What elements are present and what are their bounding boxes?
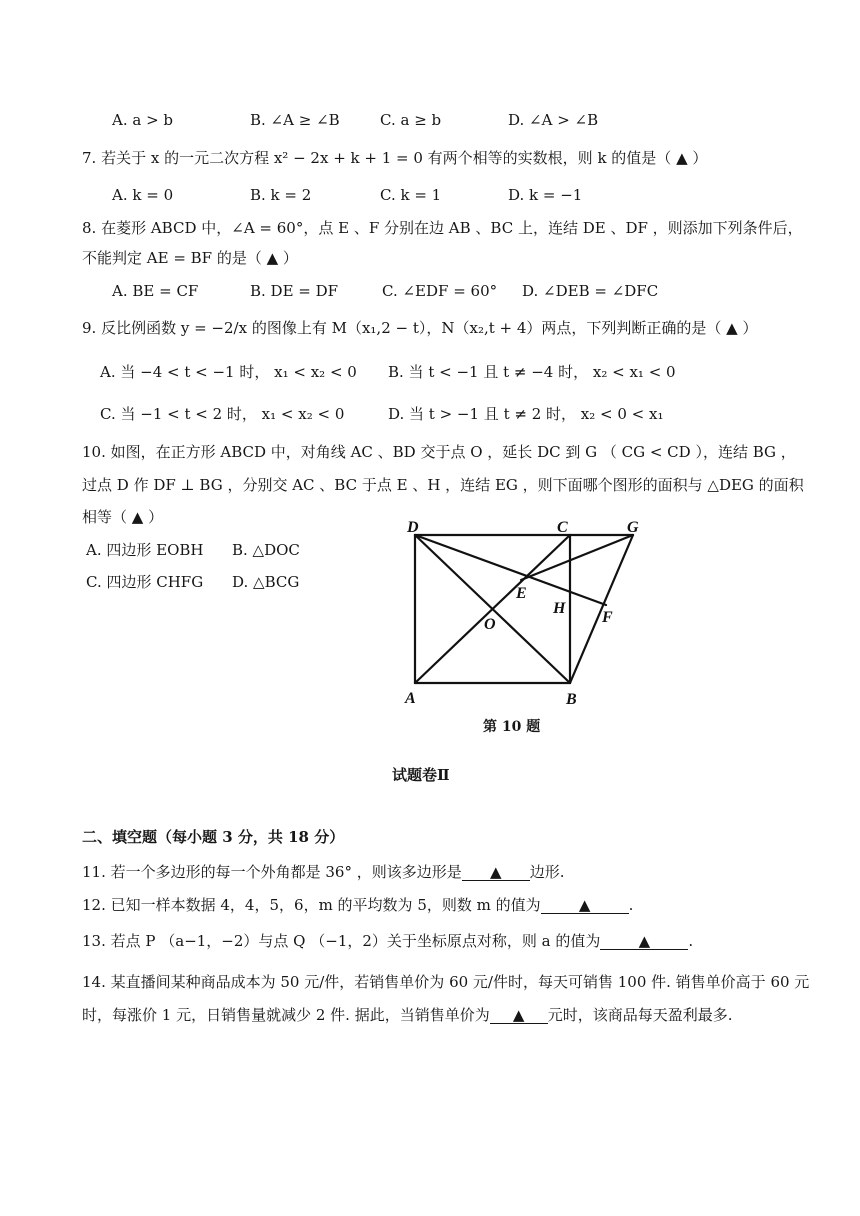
q7-option-c: C. k = 1 [380, 186, 442, 204]
segment-df [415, 535, 606, 605]
q9-option-c: C. 当 −1 < t < 2 时， x₁ < x₂ < 0 [100, 405, 345, 423]
q13-post: . [688, 932, 694, 950]
q8-option-d: D. ∠DEB = ∠DFC [522, 282, 659, 300]
q14-pre: 时，每涨价 1 元，日销售量就减少 2 件. 据此，当销售单价为 [82, 1006, 490, 1024]
q10-option-b: B. △DOC [232, 541, 300, 559]
q14-line1: 14. 某直播间某种商品成本为 50 元/件，若销售单价为 60 元/件时，每天可销售 100 件. 销售单价高于 60 元 [82, 973, 810, 991]
q10-option-a: A. 四边形 EOBH [86, 541, 204, 559]
q10-stem-line1: 10. 如图，在正方形 ABCD 中，对角线 AC 、BD 交于点 O ，延长 DC 到 G （ CG < CD ），连结 BG ， [82, 443, 796, 461]
q11-post: 边形. [529, 863, 565, 881]
q6-option-a: A. a > b [112, 111, 174, 129]
q10-stem-line2: 过点 D 作 DF ⊥ BG ，分别交 AC 、BC 于点 E 、H ，连结 EG ，则下面哪个图形的面积与 △DEG 的面积 [82, 476, 804, 494]
q12-blank: ▲ [541, 895, 629, 914]
q9-option-d: D. 当 t > −1 且 t ≠ 2 时， x₂ < 0 < x₁ [388, 405, 664, 423]
q8-option-c: C. ∠EDF = 60° [382, 282, 498, 300]
q6-option-c: C. a ≥ b [380, 111, 442, 129]
q12-line [82, 895, 633, 915]
q7-option-b: B. k = 2 [250, 186, 312, 204]
label-b: B [566, 691, 577, 708]
q7-option-d: D. k = −1 [508, 186, 583, 204]
q8-stem-line1: 8. 在菱形 ABCD 中，∠A = 60°，点 E 、F 分别在边 AB 、BC 上，连结 DE 、DF ，则添加下列条件后， [82, 219, 803, 237]
label-g: G [627, 519, 639, 536]
q13-blank: ▲ [600, 931, 688, 950]
q10-stem-line3: 相等（ ▲ ） [82, 508, 164, 526]
q13-pre: 13. 若点 P （a−1，−2）与点 Q （−1，2）关于坐标原点对称，则 a 的值为 [82, 932, 601, 950]
q13-line [82, 931, 693, 951]
q11-pre: 11. 若一个多边形的每一个外角都是 36° ，则该多边形是 [82, 863, 462, 881]
part2-title: 试题卷Ⅱ [392, 766, 450, 784]
q6-option-d: D. ∠A > ∠B [508, 111, 599, 129]
q12-pre: 12. 已知一样本数据 4，4，5，6，m 的平均数为 5，则数 m 的值为 [82, 896, 541, 914]
q12-post: . [628, 896, 634, 914]
label-c: C [557, 519, 568, 536]
q9-stem: 9. 反比例函数 y = −2/x 的图像上有 M（x₁,2 − t），N（x₂,t + 4）两点，下列判断正确的是（ ▲ ） [82, 319, 758, 337]
label-d: D [407, 519, 419, 536]
q9-option-a: A. 当 −4 < t < −1 时， x₁ < x₂ < 0 [100, 363, 357, 381]
label-e: E [516, 585, 527, 602]
q10-option-d: D. △BCG [232, 573, 300, 591]
q7-stem: 7. 若关于 x 的一元二次方程 x² − 2x + k + 1 = 0 有两个相等的实数根，则 k 的值是（ ▲ ） [82, 149, 708, 167]
q11-blank: ▲ [462, 862, 530, 881]
q11-line [82, 862, 565, 882]
label-a: A [405, 690, 416, 707]
label-o: O [484, 616, 496, 633]
q8-stem-line2: 不能判定 AE = BF 的是（ ▲ ） [82, 249, 298, 267]
label-f: F [602, 609, 613, 626]
q7-option-a: A. k = 0 [112, 186, 174, 204]
q6-option-b: B. ∠A ≥ ∠B [250, 111, 340, 129]
q14-post: 元时，该商品每天盈利最多. [547, 1006, 733, 1024]
q9-option-b: B. 当 t < −1 且 t ≠ −4 时， x₂ < x₁ < 0 [388, 363, 676, 381]
q14-blank: ▲ [490, 1005, 548, 1024]
q14-line2 [82, 1005, 732, 1025]
q10-figure-caption: 第 10 题 [483, 719, 541, 735]
q8-option-a: A. BE = CF [112, 282, 199, 300]
q8-option-b: B. DE = DF [250, 282, 339, 300]
part2-section-heading: 二、填空题（每小题 3 分，共 18 分） [82, 828, 345, 846]
label-h: H [553, 600, 566, 617]
q10-option-c: C. 四边形 CHFG [86, 573, 204, 591]
q10-figure [395, 510, 655, 710]
